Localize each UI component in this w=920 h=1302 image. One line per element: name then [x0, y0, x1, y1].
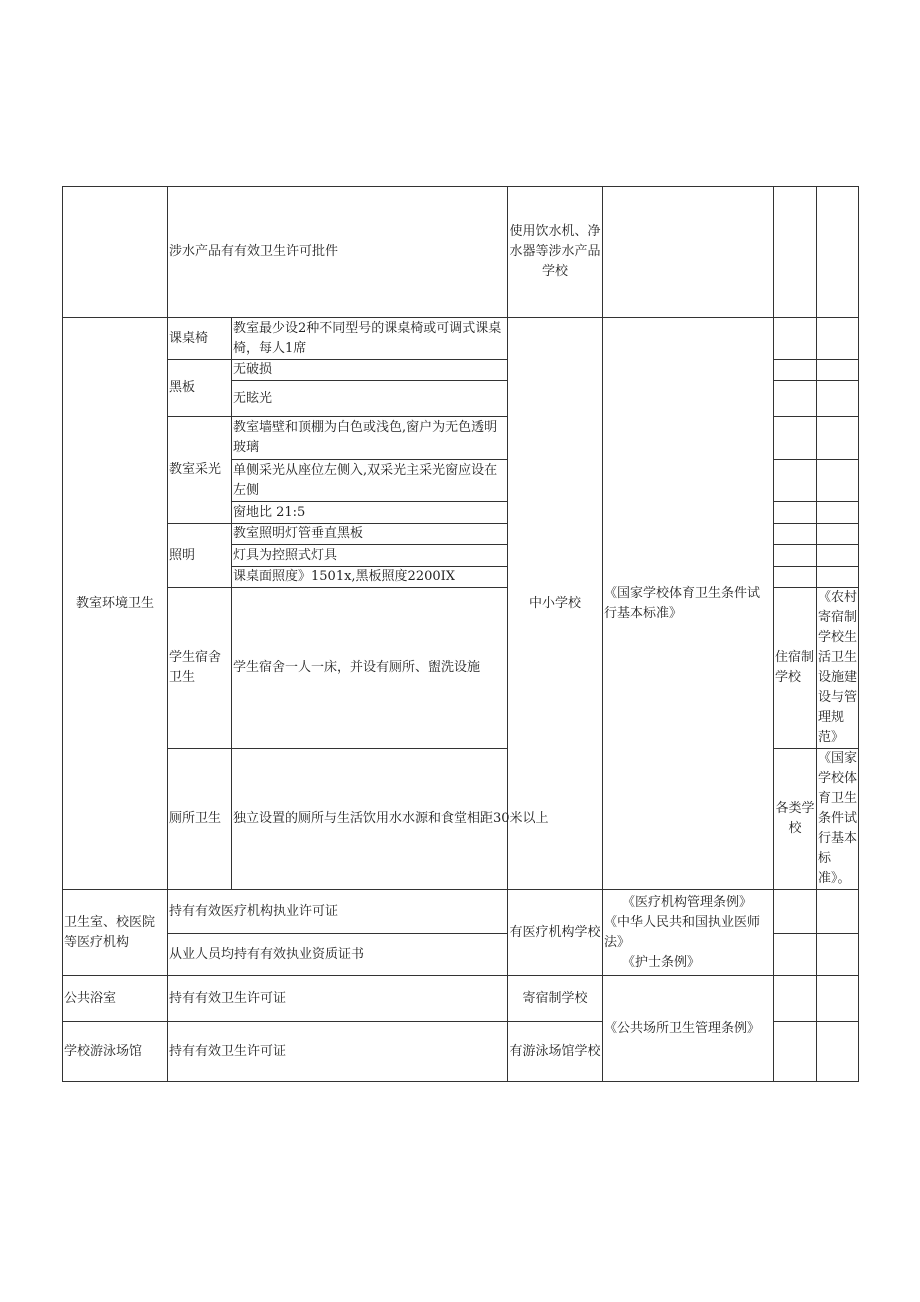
scope-cell: 住宿制学校: [774, 588, 817, 749]
check-cell: [817, 545, 859, 567]
requirement-cell: 无破损: [232, 360, 508, 381]
basis-line: 《中华人民共和国执业医师法》: [604, 914, 761, 950]
requirement-cell: 学生宿舍一人一床，并设有厕所、盥洗设施: [232, 588, 603, 749]
category-cell: 卫生室、校医院等医疗机构: [63, 890, 168, 976]
scope-cell: 寄宿制学校: [508, 976, 603, 1022]
requirement-cell: 教室照明灯管垂直黑板: [232, 524, 508, 545]
subcategory-cell: 课桌椅: [168, 318, 232, 360]
basis-cell: 《公共场所卫生管理条例》: [603, 976, 774, 1082]
table-row: [63, 890, 859, 934]
scope-cell: 各类学校: [774, 749, 817, 890]
scope-cell: 有游泳场馆学校: [508, 1022, 603, 1082]
table-row: [63, 187, 859, 318]
basis-cell: [603, 187, 774, 318]
category-cell: [63, 187, 168, 318]
requirement-cell: 教室最少设2种不同型号的课桌椅或可调式课桌椅，每人1席: [232, 318, 508, 360]
check-cell: [774, 417, 817, 460]
check-cell: [774, 545, 817, 567]
check-cell: [774, 934, 817, 976]
category-cell: 教室环境卫生: [63, 318, 168, 890]
basis-cell: 《国家学校体育卫生条件试行基本标准》: [603, 318, 774, 890]
check-cell: [817, 360, 859, 381]
category-cell: 厕所卫生: [168, 749, 232, 890]
check-cell: [817, 318, 859, 360]
check-cell: [774, 318, 817, 360]
subcategory-cell: 黑板: [168, 360, 232, 417]
check-cell: [817, 890, 859, 934]
scope-cell: 使用饮水机、净水器等涉水产品学校: [508, 187, 603, 318]
scope-cell: 中小学校: [508, 318, 603, 890]
requirement-cell: 课桌面照度》1501x,黑板照度2200IX: [232, 567, 508, 588]
requirement-cell: 涉水产品有有效卫生许可批件: [168, 187, 508, 318]
check-cell: [774, 460, 817, 502]
basis-line: 《医疗机构管理条例》: [622, 894, 753, 910]
check-cell: [817, 567, 859, 588]
check-cell: [774, 381, 817, 417]
check-cell: [817, 460, 859, 502]
requirement-cell: 窗地比 21:5: [232, 502, 508, 524]
table-row: [63, 976, 859, 1022]
requirement-cell: 持有有效卫生许可证: [168, 976, 508, 1022]
requirement-cell: 灯具为控照式灯具: [232, 545, 508, 567]
category-cell: 学校游泳场馆: [63, 1022, 168, 1082]
check-cell: [774, 976, 817, 1022]
basis-cell: 《农村寄宿制学校生活卫生设施建设与管理规范》: [817, 588, 859, 749]
check-cell: [817, 524, 859, 545]
check-cell: [817, 381, 859, 417]
requirement-cell: 单侧采光从座位左侧入,双采光主采光窗应设在左侧: [232, 460, 508, 502]
requirement-cell: 从业人员均持有有效执业资质证书: [168, 934, 508, 976]
subcategory-cell: 照明: [168, 524, 232, 588]
check-cell: [817, 417, 859, 460]
check-cell: [817, 1022, 859, 1082]
basis-cell: 《国家学校体育卫生条件试行基本标准》。: [817, 749, 859, 890]
requirement-cell: 持有有效卫生许可证: [168, 1022, 508, 1082]
check-cell: [817, 934, 859, 976]
category-cell: 公共浴室: [63, 976, 168, 1022]
check-cell: [774, 187, 817, 318]
scope-cell: 有医疗机构学校: [508, 890, 603, 976]
check-cell: [817, 976, 859, 1022]
check-cell: [817, 187, 859, 318]
inspection-table: [62, 186, 859, 1082]
requirement-cell: 无眩光: [232, 381, 508, 417]
check-cell: [774, 890, 817, 934]
check-cell: [774, 360, 817, 381]
check-cell: [774, 502, 817, 524]
basis-cell: [603, 890, 774, 976]
check-cell: [774, 524, 817, 545]
requirement-cell: 持有有效医疗机构执业许可证: [168, 890, 508, 934]
check-cell: [774, 567, 817, 588]
basis-line: 《护士条例》: [622, 954, 701, 970]
requirement-cell: 独立设置的厕所与生活饮用水水源和食堂相距30米以上: [232, 749, 603, 890]
requirement-cell: 教室墙壁和顶棚为白色或浅色,窗户为无色透明玻璃: [232, 417, 508, 460]
check-cell: [774, 1022, 817, 1082]
category-cell: 学生宿舍卫生: [168, 588, 232, 749]
check-cell: [817, 502, 859, 524]
subcategory-cell: 教室采光: [168, 417, 232, 524]
table-row: [63, 318, 859, 360]
